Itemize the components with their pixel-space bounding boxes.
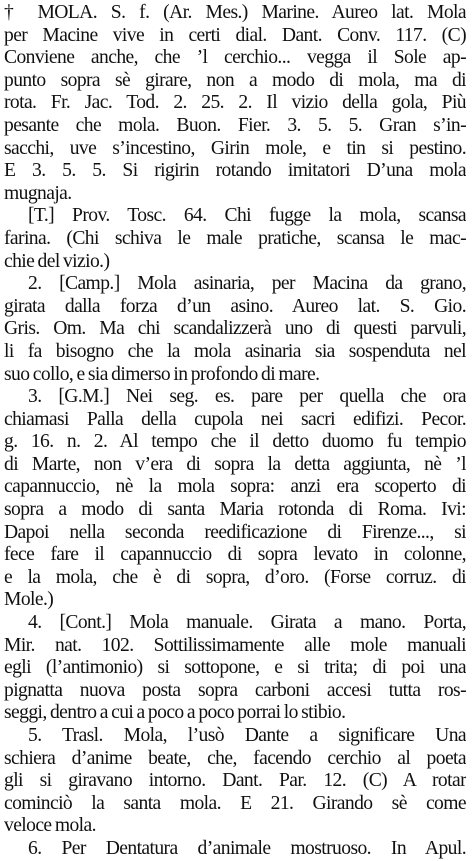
text-line (4, 748, 466, 771)
text-line (4, 544, 466, 567)
text-line-content: Dapoi nella seconda reedificazione di Firenze..., si (4, 521, 466, 543)
text-line (4, 205, 466, 228)
text-line-content: capannuccio, nè la mola sopra: anzi era scoperto di (4, 476, 466, 498)
text-line-content: pesante che mola. Buon. Fier. 3. 5. 5. Gran s’in- (4, 114, 466, 136)
text-line-content: seggi, dentro a cui a poco a poco porrai lo stibio. (4, 702, 346, 724)
text-line-content: li fa bisogno che la mola asinaria sia sospenduta nel (4, 340, 466, 362)
text-line-content: g. 16. n. 2. Al tempo che il detto duomo fu tempio (4, 431, 466, 453)
text-line (4, 499, 466, 522)
text-line (4, 183, 466, 206)
text-line-content: farina. (Chi schiva le male pratiche, scansa le mac- (4, 227, 466, 249)
text-line (4, 318, 466, 341)
text-line-content: E 3. 5. 5. Si rigirin rotando imitatori D’una mola (4, 160, 466, 182)
text-line (4, 838, 466, 861)
text-line-content: chiamasi Palla della cupola nei sacri edifizi. Pecor. (4, 408, 466, 430)
text-line-content: Mir. nat. 102. Sottilissimamente alle mole manuali (4, 634, 466, 656)
text-line (4, 680, 466, 703)
text-line-content: sacchi, uve s’incestino, Girin mole, e tin si pestino. (4, 137, 466, 159)
text-line (4, 341, 466, 364)
text-line-content: Mole.) (4, 589, 54, 611)
text-line-content: Conviene anche, che ’l cerchio... vegga il Sole ap- (4, 47, 466, 69)
text-line (4, 657, 466, 680)
text-line-content: Gris. Om. Ma chi scandalizzerà uno di questi parvuli, (4, 318, 466, 340)
text-line (4, 160, 466, 183)
text-line (4, 273, 466, 296)
text-line (4, 47, 466, 70)
text-line-content: di Marte, non v’era di sopra la detta aggiunta, nè ’l (4, 453, 466, 475)
text-line-content: † MOLA. S. f. (Ar. Mes.) Marine. Aureo lat. Mola (4, 2, 466, 23)
dictionary-entry-mola (4, 2, 466, 861)
text-line (4, 567, 466, 590)
text-line-content: 4. [Cont.] Mola manuale. Girata a mano. Porta, (28, 612, 466, 634)
text-line (4, 522, 466, 545)
text-line-content: mugnaja. (4, 182, 72, 204)
text-line (4, 386, 466, 409)
text-line (4, 770, 466, 793)
text-line-content: girata dalla forza d’un asino. Aureo lat. S. Gio. (4, 295, 466, 317)
text-line (4, 589, 466, 612)
text-line (4, 612, 466, 635)
text-line (4, 725, 466, 748)
text-line-content: 3. [G.M.] Nei seg. es. pare per quella che ora (28, 386, 466, 408)
text-line-content: per Macine vive in certi dial. Dant. Conv. 117. (C) (4, 24, 466, 46)
text-line (4, 92, 466, 115)
text-line (4, 454, 466, 477)
text-line (4, 635, 466, 658)
text-line (4, 70, 466, 93)
text-line-content: pignatta nuova posta sopra carboni accesi tutta ros- (4, 679, 466, 701)
text-line-content: egli (l’antimonio) si sottopone, e si trita; di poi una (4, 657, 466, 679)
text-line (4, 793, 466, 816)
text-line (4, 25, 466, 48)
text-line-content: punto sopra sè girare, non a modo di mola, ma di (4, 69, 466, 91)
text-line-content: suo collo, e sia dimerso in profondo di mare. (4, 363, 320, 385)
text-line-content: 6. Per Dentatura d’animale mostruoso. In Apul. (28, 837, 466, 859)
text-line (4, 364, 466, 387)
text-line-content: 2. [Camp.] Mola asinaria, per Macina da grano, (28, 273, 466, 295)
text-line-content: [T.] Prov. Tosc. 64. Chi fugge la mola, scansa (28, 205, 466, 227)
text-line (4, 702, 466, 725)
text-line (4, 431, 466, 454)
text-line-content: schiera d’anime beate, che, facendo cerchio al poeta (4, 747, 466, 769)
text-line-content: 5. Trasl. Mola, l’usò Dante a significare Una (28, 725, 466, 746)
text-line-content: sopra a modo di santa Maria rotonda di Roma. Ivi: (4, 499, 466, 521)
text-line (4, 296, 466, 319)
text-line-content: chie del vizio.) (4, 250, 110, 272)
text-line (4, 815, 466, 838)
text-line-content: rota. Fr. Jac. Tod. 2. 25. 2. Il vizio della gola, Più (4, 92, 466, 114)
text-line (4, 2, 466, 25)
text-line-content: fece fare il capannuccio di sopra levato in colonne, (4, 544, 466, 566)
text-line (4, 251, 466, 274)
text-line-content: gli si giravano intorno. Dant. Par. 12. (C) A rotar (4, 770, 466, 792)
text-line (4, 115, 466, 138)
text-line (4, 476, 466, 499)
text-line (4, 409, 466, 432)
text-line-content: veloce mola. (4, 815, 96, 837)
text-line-content: e la mola, che è di sopra, d’oro. (Forse corruz. di (4, 566, 466, 588)
text-line (4, 228, 466, 251)
text-line (4, 138, 466, 161)
text-line-content: cominciò la santa mola. E 21. Girando sè come (4, 792, 466, 814)
